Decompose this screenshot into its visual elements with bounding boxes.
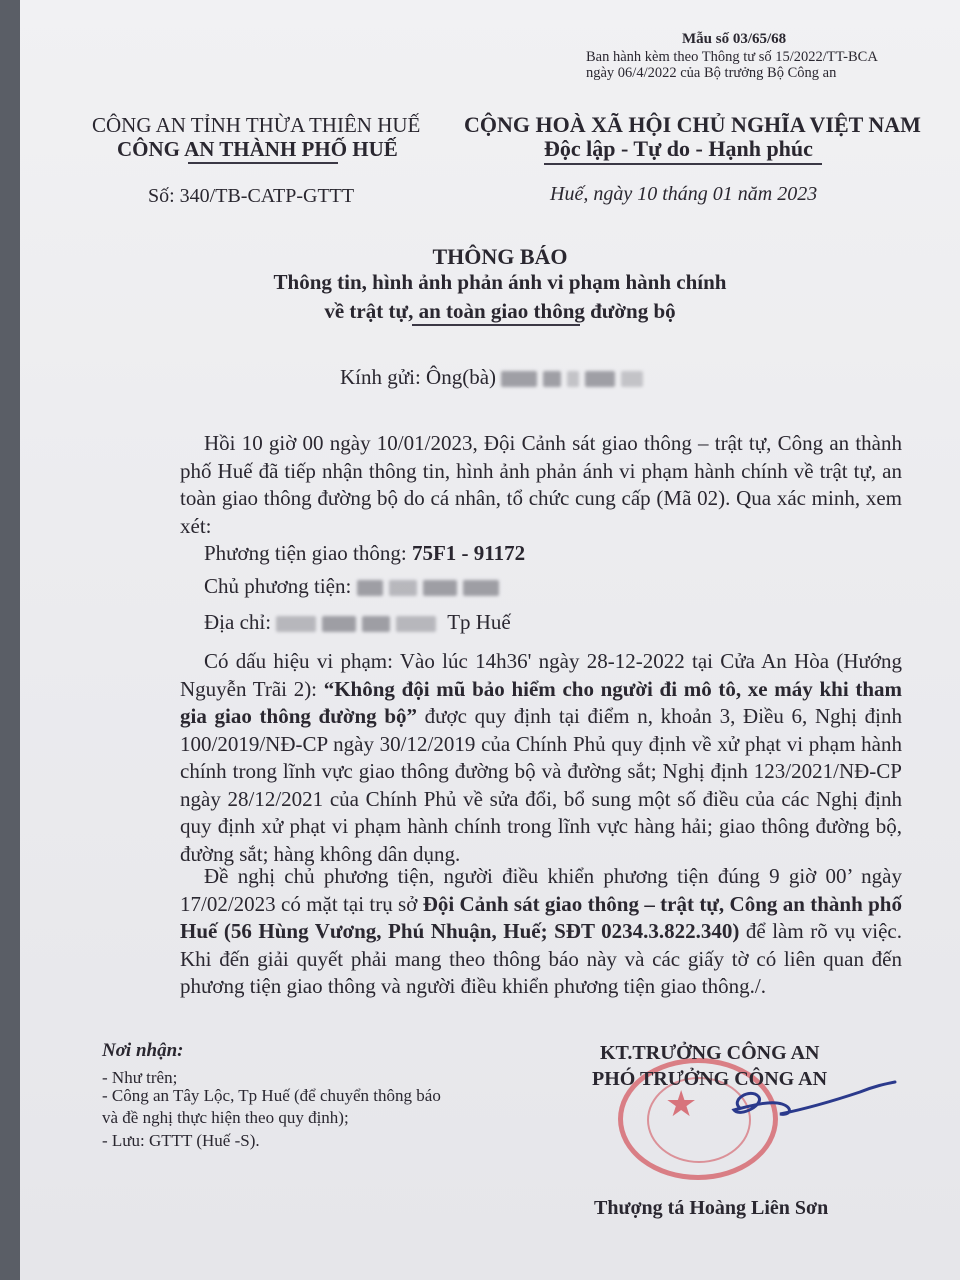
owner-line [204,574,505,599]
paragraph-received: Hồi 10 giờ 00 ngày 10/01/2023, Đội Cảnh sát giao thông – trật tự, Công an thành phố Huế đã tiếp nhận thông tin, hình ảnh phản ánh vi phạm hành chính về trật tự, an toàn giao thông đường bộ do cá nhân, tổ chức cung cấp (Mã 02). Qua xác minh, xem xét: [180,431,902,538]
subtitle-underline [412,324,580,326]
redacted-address [396,616,436,632]
redacted-owner-name [357,580,383,596]
redacted-owner-name [389,580,417,596]
recipients-item-2b: và đề nghị thực hiện theo quy định); [102,1108,349,1127]
violation-description: “Không đội mũ bảo hiểm cho người đi mô tô, xe máy khi tham gia giao thông đường bộ” [180,676,902,728]
form-issued-line1: Ban hành kèm theo Thông tư số 15/2022/TT-BCA [586,49,878,65]
violation-legal-basis: được quy định tại điểm n, khoản 3, Điều 6, Nghị định 100/2019/NĐ-CP ngày 30/12/2019 của Chính Phủ quy định về xử phạt vi phạm hành chính trong lĩnh vực giao thông đường bộ và đường sắt; Nghị định 123/2021/NĐ-CP ngày 28/12/2021 của Chính Phủ về sửa đổi, bổ sung một số điều của các Nghị định quy định xử phạt vi phạm hành chính trong lĩnh vực hàng hải; giao thông đường bộ, đường sắt; hàng không dân dụng. [180,704,902,866]
redacted-address [362,616,390,632]
paragraph-violation [180,648,902,868]
form-number: Mẫu số 03/65/68 [682,31,787,47]
redacted-owner-name [423,580,457,596]
handwritten-signature [710,1070,910,1130]
notice-title: THÔNG BÁO [432,244,568,269]
request-intro: Đề nghị chủ phương tiện, người điều khiển phương tiện đúng 9 giờ 00’ ngày 17/02/2023 có mặt tại trụ sở [180,864,902,916]
violation-intro: Có dấu hiệu vi phạm: Vào lúc 14h36' ngày 28-12-2022 tại Cửa An Hòa (Hướng Nguyễn Trãi 2): [180,649,902,701]
redacted-recipient-name [501,371,537,387]
signature-title-1: KT.TRƯỞNG CÔNG AN [600,1042,820,1064]
redacted-recipient-name [543,371,561,387]
address-city: Tp Huế [447,610,511,634]
redacted-recipient-name [621,371,643,387]
recipients-item-3: - Lưu: GTTT (Huế -S). [102,1131,260,1150]
recipients-label: Nơi nhận: [102,1040,184,1061]
place-date: Huế, ngày 10 tháng 01 năm 2023 [550,183,818,205]
national-title: CỘNG HOÀ XÃ HỘI CHỦ NGHĨA VIỆT NAM [464,112,921,137]
form-issued-line2: ngày 06/4/2022 của Bộ trưởng Bộ Công an [586,65,837,81]
request-rest: để làm rõ vụ việc. Khi đến giải quyết phải mang theo thông báo này và các giấy tờ có liên quan đến phương tiện giao thông và người điều khiển phương tiện giao thông./. [180,919,902,998]
address-line [204,610,511,635]
redacted-owner-name [463,580,499,596]
vehicle-plate: 75F1 - 91172 [411,541,526,565]
owner-label: Chủ phương tiện: [204,574,352,598]
national-motto: Độc lập - Tự do - Hạnh phúc [544,136,813,161]
request-location: Đội Cảnh sát giao thông – trật tự, Công an thành phố Huế (56 Hùng Vương, Phú Nhuận, Huế; SĐT 0234.3.822.340) [180,891,902,943]
vehicle-label: Phương tiện giao thông: [204,541,412,565]
agency-name: CÔNG AN THÀNH PHỐ HUẾ [117,137,398,161]
motto-underline [544,163,822,165]
redacted-address [276,616,316,632]
document-page [20,0,960,1280]
recipient-label: Kính gửi: Ông(bà) [340,365,497,389]
recipient-line [340,365,649,390]
stamp-star-icon: ★ [665,1084,698,1124]
signature-title-2: PHÓ TRƯỞNG CÔNG AN [592,1068,828,1090]
paragraph-request [180,863,902,1001]
recipients-item-1: - Như trên; [102,1068,178,1087]
agency-parent: CÔNG AN TỈNH THỪA THIÊN HUẾ [92,113,421,137]
redacted-recipient-name [567,371,579,387]
notice-subtitle-2: về trật tự, an toàn giao thông đường bộ [324,299,676,323]
document-number: Số: 340/TB-CATP-GTTT [148,185,355,207]
redacted-recipient-name [585,371,615,387]
signer-name: Thượng tá Hoàng Liên Sơn [594,1197,829,1219]
agency-underline [188,162,338,164]
vehicle-line [204,541,525,566]
recipients-item-2a: - Công an Tây Lộc, Tp Huế (để chuyển thông báo [102,1086,441,1105]
address-label: Địa chỉ: [204,610,272,634]
notice-subtitle-1: Thông tin, hình ảnh phản ánh vi phạm hành chính [273,270,727,294]
redacted-address [322,616,356,632]
